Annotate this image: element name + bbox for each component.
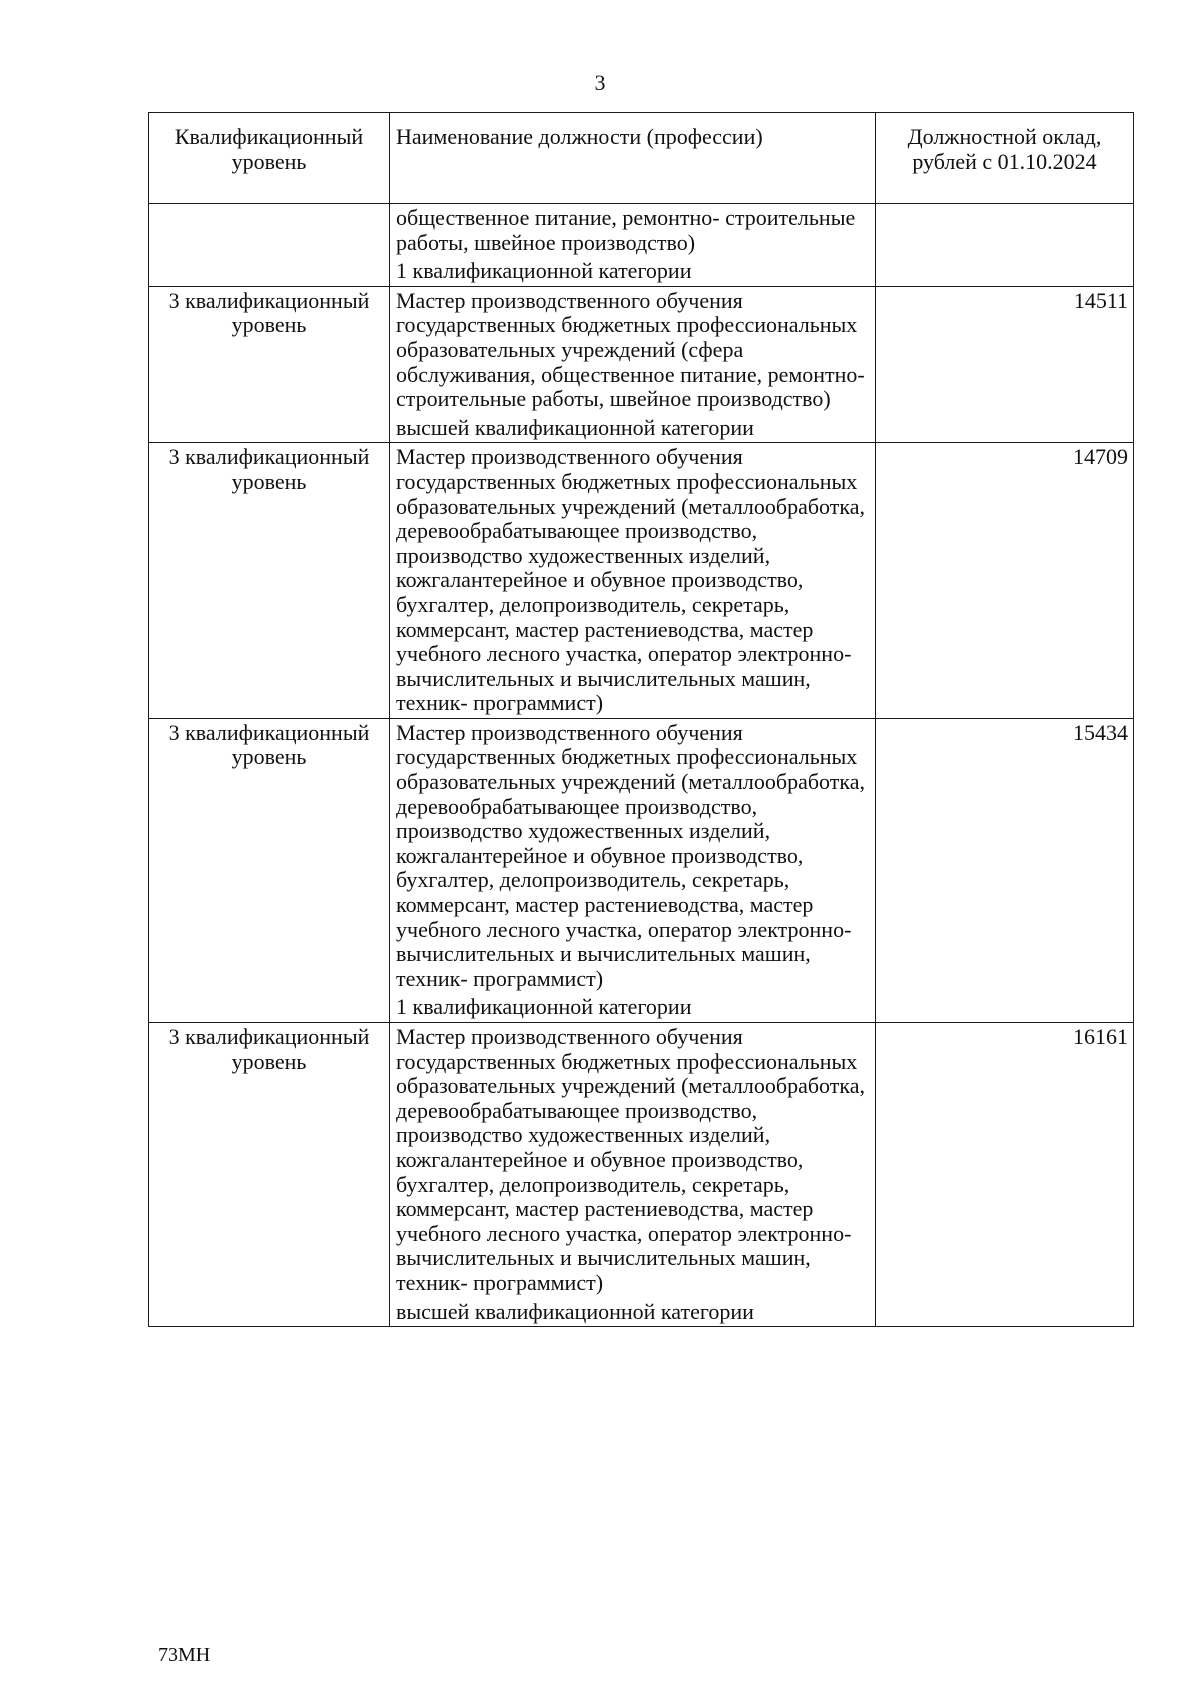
row-salary: 14511 (876, 286, 1134, 443)
row-position: Мастер производственного обучения государственных бюджетных профессиональных образовательных учреждений (сфера обслуживания, общественное питание, ремонтно- строительные работы, швейное производство) (396, 287, 865, 412)
row-level: 3 квалификационный уровень (149, 443, 390, 719)
footer-document-code: 73МН (158, 1644, 211, 1666)
row-position: Мастер производственного обучения государственных бюджетных профессиональных образовательных учреждений (металлообработка, деревообрабатывающее производство, производство художественных изделий, кожгалантерейное и обувное производство, бухгалтер, делопроизводитель, секретарь, коммерсант, мастер растениеводства, мастер учебного лесного участка, оператор электронно-вычислительных и вычислительных машин, техник- программист) (396, 444, 865, 716)
table-header-row (149, 113, 1134, 204)
table-row (149, 1023, 1134, 1327)
salary-table (148, 112, 1134, 1327)
row-position-cell (390, 718, 876, 1022)
row-salary (876, 204, 1134, 287)
row-position: Мастер производственного обучения государственных бюджетных профессиональных образовательных учреждений (металлообработка, деревообрабатывающее производство, производство художественных изделий, кожгалантерейное и обувное производство, бухгалтер, делопроизводитель, секретарь, коммерсант, мастер растениеводства, мастер учебного лесного участка, оператор электронно-вычислительных и вычислительных машин, техник- программист) (396, 719, 865, 991)
row-position-cell (390, 286, 876, 443)
row-category: 1 квалификационной категории (396, 258, 692, 284)
row-salary: 14709 (876, 443, 1134, 719)
header-position: Наименование должности (профессии) (390, 113, 876, 204)
header-salary: Должностной оклад, рублей с 01.10.2024 (876, 113, 1134, 204)
table-row (149, 443, 1134, 719)
row-position-cell (390, 443, 876, 719)
row-level: 3 квалификационный уровень (149, 1023, 390, 1327)
row-salary: 15434 (876, 718, 1134, 1022)
row-level: 3 квалификационный уровень (149, 718, 390, 1022)
page-number: 3 (594, 70, 606, 95)
table-row (149, 718, 1134, 1022)
row-category: высшей квалификационной категории (396, 1298, 754, 1324)
table-row (149, 204, 1134, 287)
row-position: общественное питание, ремонтно- строительные работы, швейное производство) (396, 205, 856, 255)
row-position-cell (390, 1023, 876, 1327)
row-level (149, 204, 390, 287)
table-row (149, 286, 1134, 443)
row-category: 1 квалификационной категории (396, 994, 692, 1020)
row-position: Мастер производственного обучения государственных бюджетных профессиональных образовательных учреждений (металлообработка, деревообрабатывающее производство, производство художественных изделий, кожгалантерейное и обувное производство, бухгалтер, делопроизводитель, секретарь, коммерсант, мастер растениеводства, мастер учебного лесного участка, оператор электронно-вычислительных и вычислительных машин, техник- программист) (396, 1024, 865, 1295)
row-salary: 16161 (876, 1023, 1134, 1327)
row-category: высшей квалификационной категории (396, 414, 754, 440)
row-position-cell (390, 204, 876, 287)
row-level: 3 квалификационный уровень (149, 286, 390, 443)
header-level: Квалификационный уровень (149, 113, 390, 204)
